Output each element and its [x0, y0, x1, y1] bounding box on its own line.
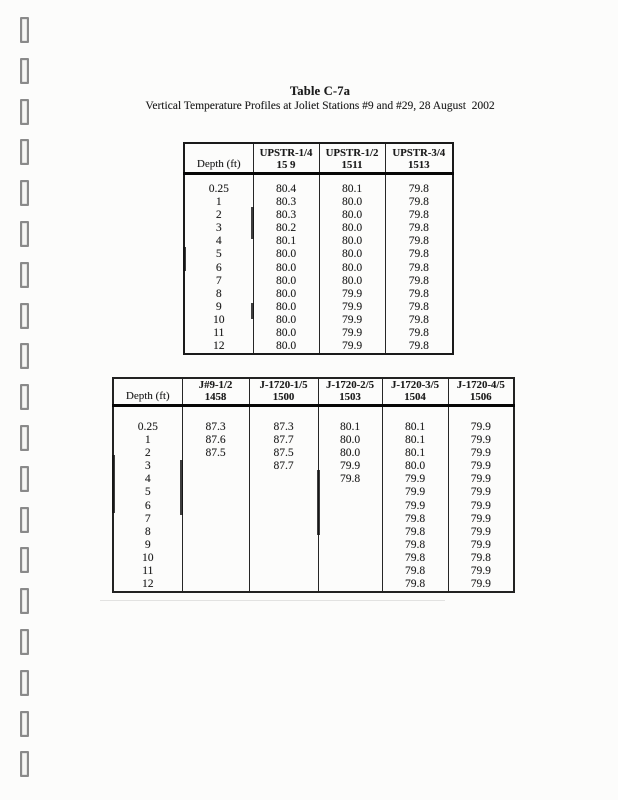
station-column-header	[385, 143, 453, 174]
table-row	[113, 578, 514, 592]
temperature-cell: 80.1	[319, 183, 385, 196]
station-label: J-1720-4/5	[456, 379, 505, 391]
temperature-cell: 79.9	[318, 460, 382, 473]
temperature-cell	[318, 500, 382, 513]
table-row	[184, 340, 453, 354]
temperature-cell	[182, 539, 249, 552]
temperature-cell: 80.0	[382, 460, 448, 473]
temperature-cell: 79.8	[382, 526, 448, 539]
station-time: 15 9	[276, 159, 296, 171]
temperature-cell: 79.9	[382, 486, 448, 499]
temperature-cell: 80.0	[318, 447, 382, 460]
temperature-cell: 87.5	[182, 447, 249, 460]
depth-cell: 11	[213, 327, 225, 340]
binder-hole	[20, 262, 29, 288]
depth-column-header: Depth (ft)	[113, 378, 182, 406]
temperature-cell: 79.9	[448, 539, 514, 552]
station-time: 1500	[272, 391, 295, 403]
table-row	[184, 262, 453, 275]
temperature-cell: 80.0	[319, 262, 385, 275]
spacer-cell	[184, 174, 253, 184]
temperature-cell	[182, 565, 249, 578]
temperature-cell: 79.9	[319, 314, 385, 327]
temperature-cell: 80.0	[319, 222, 385, 235]
temperature-cell: 79.8	[385, 288, 453, 301]
spacer-row	[113, 406, 514, 422]
table-row	[184, 275, 453, 288]
station-time: 1513	[407, 159, 430, 171]
spacer-cell	[249, 406, 318, 422]
temperature-cell: 87.5	[249, 447, 318, 460]
temperature-cell: 79.8	[382, 513, 448, 526]
binder-hole	[20, 466, 29, 492]
upstream-temperature-table	[183, 142, 454, 355]
depth-cell: 6	[144, 499, 151, 512]
temperature-cell	[182, 578, 249, 592]
depth-cell: 2	[144, 447, 151, 460]
temperature-cell: 80.0	[319, 196, 385, 209]
depth-cell: 0.25	[137, 421, 158, 433]
temperature-cell: 79.9	[448, 447, 514, 460]
temperature-cell: 79.8	[385, 314, 453, 327]
spacer-cell	[448, 406, 514, 422]
depth-cell: 12	[142, 578, 154, 591]
temperature-cell: 79.8	[385, 196, 453, 209]
depth-cell: 10	[142, 551, 154, 564]
temperature-cell	[249, 500, 318, 513]
page-subtitle: Vertical Temperature Profiles at Joliet Stations #9 and #29, 28 August 2002	[145, 100, 495, 112]
binder-hole	[20, 711, 29, 737]
temperature-cell: 79.8	[385, 340, 453, 354]
temperature-cell	[318, 552, 382, 565]
temperature-cell: 79.8	[382, 552, 448, 565]
scan-artifact	[317, 470, 320, 535]
depth-cell: 5	[144, 486, 151, 499]
depth-cell: 3	[144, 460, 151, 473]
temperature-cell: 79.9	[448, 486, 514, 499]
table-row	[184, 209, 453, 222]
station-column-header	[249, 378, 318, 406]
temperature-cell: 87.6	[182, 434, 249, 447]
spacer-cell	[113, 406, 182, 422]
depth-cell: 9	[215, 300, 222, 313]
temperature-cell: 79.9	[448, 421, 514, 434]
temperature-cell: 79.9	[448, 460, 514, 473]
temperature-cell: 79.8	[385, 222, 453, 235]
temperature-cell: 79.8	[385, 209, 453, 222]
table-row	[113, 421, 514, 434]
spacer-cell	[319, 174, 385, 184]
table-row	[184, 196, 453, 209]
station-label: J#9-1/2	[198, 379, 233, 391]
station-label: J-1720-3/5	[391, 379, 439, 391]
temperature-cell: 79.8	[385, 262, 453, 275]
station-time: 1506	[469, 391, 492, 403]
table-row	[113, 539, 514, 552]
temperature-cell	[318, 578, 382, 592]
table-row	[184, 288, 453, 301]
temperature-cell: 80.0	[253, 340, 319, 354]
binder-hole	[20, 139, 29, 165]
temperature-cell: 79.8	[318, 473, 382, 486]
temperature-cell: 87.7	[249, 434, 318, 447]
station-column-header	[253, 143, 319, 174]
temperature-cell: 79.9	[382, 473, 448, 486]
spacer-row	[184, 174, 453, 184]
depth-cell: 0.25	[208, 183, 229, 195]
station-time: 1504	[404, 391, 426, 403]
temperature-cell: 79.8	[385, 301, 453, 314]
temperature-cell	[249, 513, 318, 526]
depth-column-header: Depth (ft)	[184, 143, 253, 174]
temperature-cell: 80.0	[319, 209, 385, 222]
temperature-cell	[182, 526, 249, 539]
scan-artifact-line	[100, 600, 445, 601]
temperature-cell	[318, 539, 382, 552]
spacer-cell	[318, 406, 382, 422]
temperature-cell: 79.9	[448, 526, 514, 539]
temperature-cell: 79.9	[319, 301, 385, 314]
depth-cell: 4	[215, 235, 222, 248]
depth-cell: 3	[215, 222, 222, 235]
station-column-header	[318, 378, 382, 406]
depth-cell: 7	[144, 512, 151, 525]
spacer-cell	[385, 174, 453, 184]
binder-hole	[20, 588, 29, 614]
temperature-cell: 79.9	[382, 500, 448, 513]
table-row	[113, 486, 514, 499]
temperature-cell	[318, 565, 382, 578]
table-row	[184, 248, 453, 261]
temperature-cell	[318, 486, 382, 499]
temperature-cell	[249, 526, 318, 539]
temperature-cell: 80.1	[253, 235, 319, 248]
temperature-cell	[249, 486, 318, 499]
temperature-cell: 79.9	[319, 340, 385, 354]
temperature-cell: 79.8	[385, 183, 453, 196]
temperature-cell: 80.0	[319, 275, 385, 288]
station-label: UPSTR-1/4	[259, 147, 313, 159]
header-row	[184, 143, 453, 174]
temperature-cell: 80.3	[253, 209, 319, 222]
temperature-cell	[182, 460, 249, 473]
binder-hole	[20, 751, 29, 777]
station-time: 1511	[341, 159, 363, 171]
table-row	[184, 235, 453, 248]
spacer-cell	[182, 406, 249, 422]
temperature-cell: 80.0	[253, 288, 319, 301]
temperature-cell: 87.7	[249, 460, 318, 473]
temperature-cell	[249, 565, 318, 578]
binder-hole	[20, 58, 29, 84]
temperature-cell: 79.9	[448, 434, 514, 447]
temperature-cell	[182, 513, 249, 526]
temperature-cell: 79.8	[385, 275, 453, 288]
table-row	[184, 314, 453, 327]
binder-hole	[20, 425, 29, 451]
temperature-cell: 80.0	[253, 301, 319, 314]
joliet-temperature-table	[112, 377, 515, 593]
station-column-header	[319, 143, 385, 174]
depth-cell: 8	[215, 287, 222, 300]
temperature-cell: 80.0	[253, 275, 319, 288]
temperature-cell: 80.1	[382, 421, 448, 434]
depth-cell: 8	[144, 525, 151, 538]
binder-hole	[20, 629, 29, 655]
table-row	[113, 500, 514, 513]
binder-hole	[20, 547, 29, 573]
temperature-cell	[182, 552, 249, 565]
table-row	[113, 565, 514, 578]
table-row	[113, 526, 514, 539]
depth-cell: 6	[215, 261, 222, 274]
temperature-cell: 79.8	[385, 235, 453, 248]
depth-cell: 1	[144, 434, 151, 447]
temperature-cell	[182, 486, 249, 499]
temperature-cell	[249, 552, 318, 565]
temperature-cell: 80.0	[319, 248, 385, 261]
temperature-cell: 79.9	[448, 578, 514, 592]
depth-cell: 2	[215, 209, 222, 222]
binder-hole	[20, 303, 29, 329]
temperature-cell	[249, 539, 318, 552]
scan-artifact	[180, 460, 183, 515]
temperature-cell: 87.3	[182, 421, 249, 434]
temperature-cell: 80.0	[318, 434, 382, 447]
spacer-cell	[253, 174, 319, 184]
temperature-cell: 87.3	[249, 421, 318, 434]
binder-hole	[20, 17, 29, 43]
table-row	[113, 460, 514, 473]
spacer-cell	[382, 406, 448, 422]
temperature-cell	[182, 500, 249, 513]
temperature-cell: 80.1	[382, 434, 448, 447]
depth-cell: 12	[213, 340, 225, 353]
station-column-header	[448, 378, 514, 406]
scan-artifact	[183, 247, 186, 271]
page-title: Table C-7a	[289, 84, 351, 98]
depth-cell: 10	[213, 313, 225, 326]
temperature-cell	[182, 473, 249, 486]
table-row	[113, 447, 514, 460]
temperature-cell	[249, 473, 318, 486]
temperature-cell: 80.2	[253, 222, 319, 235]
temperature-cell: 80.0	[253, 262, 319, 275]
binder-hole	[20, 507, 29, 533]
binder-hole	[20, 180, 29, 206]
table-row	[184, 222, 453, 235]
scan-artifact	[112, 455, 115, 513]
temperature-cell: 80.4	[253, 183, 319, 196]
temperature-cell: 80.1	[382, 447, 448, 460]
temperature-cell	[318, 513, 382, 526]
temperature-cell: 79.9	[319, 327, 385, 340]
temperature-cell: 79.9	[448, 473, 514, 486]
temperature-cell: 79.9	[448, 565, 514, 578]
temperature-cell: 80.0	[253, 248, 319, 261]
depth-cell: 1	[215, 196, 222, 209]
scan-artifact	[251, 207, 254, 239]
depth-cell: 11	[142, 565, 154, 578]
station-time: 1503	[339, 391, 361, 403]
table-row	[113, 473, 514, 486]
temperature-cell: 80.1	[318, 421, 382, 434]
temperature-cell	[318, 526, 382, 539]
depth-cell: 5	[215, 248, 222, 261]
station-column-header	[382, 378, 448, 406]
station-label: J-1720-1/5	[259, 379, 308, 391]
table-row	[113, 513, 514, 526]
binder-hole	[20, 670, 29, 696]
header-row	[113, 378, 514, 406]
temperature-cell: 79.8	[382, 565, 448, 578]
temperature-cell: 79.9	[448, 500, 514, 513]
binder-hole	[20, 384, 29, 410]
station-label: J-1720-2/5	[326, 379, 374, 391]
table-row	[184, 327, 453, 340]
depth-cell: 9	[144, 538, 151, 551]
temperature-cell: 79.8	[448, 552, 514, 565]
temperature-cell: 79.9	[448, 513, 514, 526]
temperature-cell: 79.8	[385, 248, 453, 261]
scan-artifact	[251, 303, 254, 319]
station-column-header	[182, 378, 249, 406]
table-row	[113, 434, 514, 447]
temperature-cell	[249, 578, 318, 592]
temperature-cell: 80.0	[319, 235, 385, 248]
temperature-cell: 79.8	[385, 327, 453, 340]
binder-hole	[20, 221, 29, 247]
binder-hole	[20, 343, 29, 369]
station-time: 1458	[204, 391, 227, 403]
table-row	[113, 552, 514, 565]
table-row	[184, 183, 453, 196]
temperature-cell: 80.0	[253, 314, 319, 327]
temperature-cell: 80.0	[253, 327, 319, 340]
temperature-cell: 79.9	[319, 288, 385, 301]
depth-cell: 4	[144, 473, 151, 486]
temperature-cell: 79.8	[382, 539, 448, 552]
station-label: UPSTR-3/4	[392, 147, 446, 159]
temperature-cell: 79.8	[382, 578, 448, 592]
table-row	[184, 301, 453, 314]
station-label: UPSTR-1/2	[325, 147, 379, 159]
depth-cell: 7	[215, 274, 222, 287]
temperature-cell: 80.3	[253, 196, 319, 209]
